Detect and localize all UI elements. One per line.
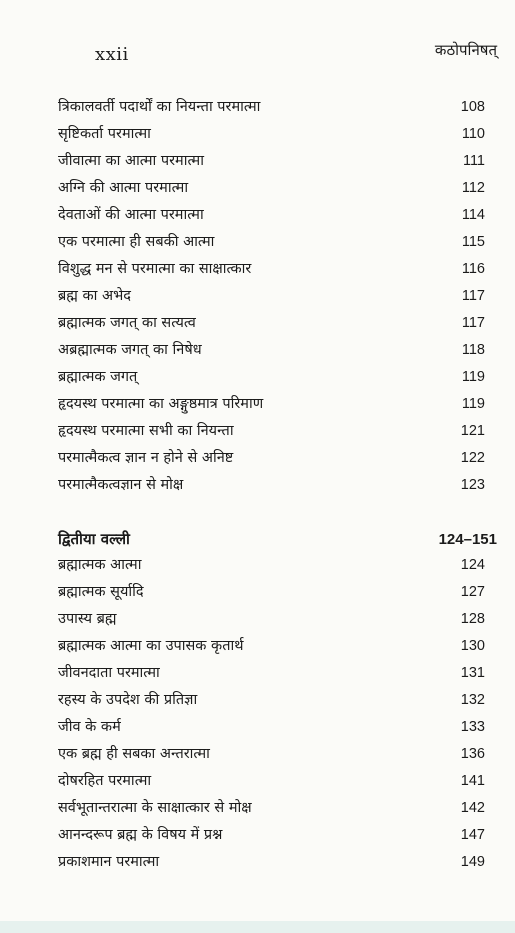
toc-entry bbox=[58, 310, 497, 337]
toc-entry bbox=[58, 552, 497, 579]
toc-entry-page: 108 bbox=[460, 99, 485, 115]
toc-entry-title: हृदयस्थ परमात्मा का अङ्गुष्ठमात्र परिमाण bbox=[58, 396, 264, 412]
toc-entry bbox=[58, 256, 497, 283]
toc-entry bbox=[58, 94, 497, 121]
toc-entry-page: 122 bbox=[460, 450, 485, 466]
toc-entry-title: ब्रह्म का अभेद bbox=[58, 288, 131, 304]
toc-entry bbox=[58, 660, 497, 687]
toc-entry bbox=[58, 121, 497, 148]
running-header-title: कठोपनिषत् bbox=[434, 41, 497, 59]
toc-entry-page: 123 bbox=[460, 477, 485, 493]
toc-entry-title: जीवनदाता परमात्मा bbox=[58, 665, 160, 681]
toc-entry bbox=[58, 579, 497, 606]
toc-entry bbox=[58, 741, 497, 768]
section-heading bbox=[58, 526, 497, 553]
toc-entry-title: आनन्दरूप ब्रह्म के विषय में प्रश्न bbox=[58, 827, 223, 843]
toc-entry bbox=[58, 822, 497, 849]
toc-entry-page: 127 bbox=[460, 584, 485, 600]
toc-entry-title: परमात्मैकत्व ज्ञान न होने से अनिष्ट bbox=[58, 450, 234, 466]
toc-entry bbox=[58, 364, 497, 391]
toc-entry bbox=[58, 418, 497, 445]
toc-entry-page: 111 bbox=[462, 153, 485, 169]
toc-entry-title: त्रिकालवर्ती पदार्थों का नियन्ता परमात्मा bbox=[58, 99, 261, 115]
toc-entry bbox=[58, 283, 497, 310]
toc-entry-title: अग्नि की आत्मा परमात्मा bbox=[58, 180, 189, 196]
toc-entry-page: 115 bbox=[461, 234, 485, 250]
toc-entry-page: 141 bbox=[460, 773, 485, 789]
toc-entry bbox=[58, 148, 497, 175]
toc-entry-page: 131 bbox=[460, 665, 485, 681]
toc-entry-page: 133 bbox=[460, 719, 485, 735]
toc-entry-page: 110 bbox=[461, 126, 485, 142]
toc-entry-page: 149 bbox=[460, 854, 485, 870]
toc-entry bbox=[58, 849, 497, 876]
toc-entry bbox=[58, 606, 497, 633]
section-page-range: 124–151 bbox=[438, 531, 497, 548]
toc-entry-page: 132 bbox=[460, 692, 485, 708]
toc-entry-page: 121 bbox=[460, 423, 485, 439]
toc-entry-title: विशुद्ध मन से परमात्मा का साक्षात्कार bbox=[58, 261, 252, 277]
toc-entry bbox=[58, 795, 497, 822]
page-number-roman: xxii bbox=[95, 44, 129, 65]
toc-entry-title: ब्रह्मात्मक आत्मा bbox=[58, 557, 142, 573]
toc-entry-page: 130 bbox=[460, 638, 485, 654]
toc-entry-title: जीव के कर्म bbox=[58, 719, 121, 735]
toc-entry bbox=[58, 687, 497, 714]
toc-entry-page: 136 bbox=[460, 746, 485, 762]
toc-entry bbox=[58, 391, 497, 418]
toc-entry-page: 147 bbox=[460, 827, 485, 843]
toc-entry-page: 118 bbox=[461, 342, 485, 358]
toc-entry-page: 128 bbox=[460, 611, 485, 627]
toc-entry bbox=[58, 337, 497, 364]
toc-entry-page: 112 bbox=[461, 180, 485, 196]
toc-entry-title: रहस्य के उपदेश की प्रतिज्ञा bbox=[58, 692, 198, 708]
toc-entry-title: प्रकाशमान परमात्मा bbox=[58, 854, 160, 870]
toc-entry-page: 114 bbox=[461, 207, 485, 223]
toc-entry-title: ब्रह्मात्मक आत्मा का उपासक कृतार्थ bbox=[58, 638, 244, 654]
toc-entry-page: 117 bbox=[461, 315, 485, 331]
toc-entry-title: सृष्टिकर्ता परमात्मा bbox=[58, 126, 151, 142]
toc-entry-title: ब्रह्मात्मक जगत् bbox=[58, 369, 138, 385]
toc-entry bbox=[58, 768, 497, 795]
toc-entry-title: देवताओं की आत्मा परमात्मा bbox=[58, 207, 204, 223]
toc-entry bbox=[58, 202, 497, 229]
toc-entry-title: एक परमात्मा ही सबकी आत्मा bbox=[58, 234, 215, 250]
toc-entry-title: जीवात्मा का आत्मा परमात्मा bbox=[58, 153, 204, 169]
toc-entry-page: 119 bbox=[461, 396, 485, 412]
toc-entry-title: अब्रह्मात्मक जगत् का निषेध bbox=[58, 342, 202, 358]
toc-entry-title: उपास्य ब्रह्म bbox=[58, 611, 117, 627]
toc-entry bbox=[58, 229, 497, 256]
toc-entry bbox=[58, 714, 497, 741]
toc-entry bbox=[58, 633, 497, 660]
toc-entry-title: ब्रह्मात्मक जगत् का सत्यत्व bbox=[58, 315, 196, 331]
toc-entry-page: 119 bbox=[461, 369, 485, 385]
toc-entry-page: 117 bbox=[461, 288, 485, 304]
toc-entry-page: 124 bbox=[460, 557, 485, 573]
toc-entry-title: हृदयस्थ परमात्मा सभी का नियन्ता bbox=[58, 423, 234, 439]
toc-entry bbox=[58, 472, 497, 499]
toc-entry-title: सर्वभूतान्तरात्मा के साक्षात्कार से मोक्ष bbox=[58, 800, 252, 816]
toc-entry bbox=[58, 445, 497, 472]
page-edge bbox=[0, 921, 515, 933]
toc-entry-page: 116 bbox=[461, 261, 485, 277]
toc-entry bbox=[58, 175, 497, 202]
toc-entry-title: परमात्मैकत्वज्ञान से मोक्ष bbox=[58, 477, 184, 493]
section-title: द्वितीया वल्ली bbox=[58, 530, 130, 548]
toc-entry-title: एक ब्रह्म ही सबका अन्तरात्मा bbox=[58, 746, 210, 762]
toc-entry-title: दोषरहित परमात्मा bbox=[58, 773, 152, 789]
toc-entry-title: ब्रह्मात्मक सूर्यादि bbox=[58, 584, 144, 600]
toc-entry-page: 142 bbox=[460, 800, 485, 816]
